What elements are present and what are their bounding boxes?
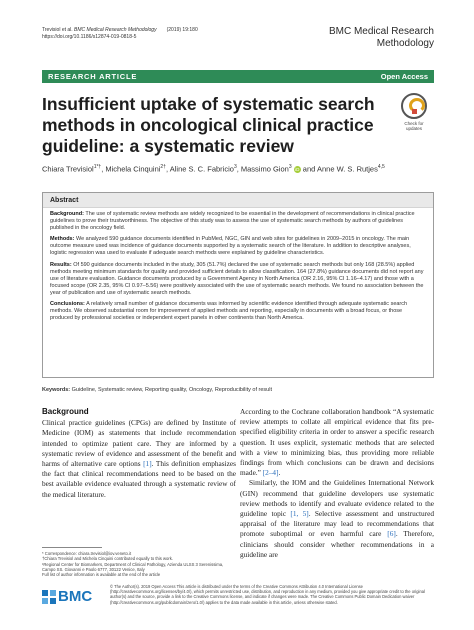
- author-affiliation-marker: 1*†: [93, 164, 102, 170]
- article-type-banner: [42, 70, 434, 83]
- author-list: [42, 164, 385, 174]
- check-for-updates-icon: [401, 93, 427, 119]
- author-name[interactable]: Anne W. S. Rutjes: [316, 164, 378, 174]
- license-statement: © The Author(s). 2019 Open Access This article is distributed under the terms of the Creative Commons Attribution 4.0 International License (http://creativecommons.org/licenses/by/4.0/), which permits unrestricted use, distribution, and reproduction in any medium, provided you give appropriate credit to the original author(s) and the source, provide a link to the Creative Commons license, and indicate if changes were made. The Creative Commons Public Domain Dedication waiver (http://creativecommons.org/publicdomain/zero/1.0/) applies to the data made available in this article, unless otherwise stated.: [110, 584, 425, 605]
- body-paragraph: According to the Cochrane collaboration handbook “A systematic review attempts to collate all empirical evidence that fits pre-specified eligibility criteria in order to answer a specific research question. It uses explicit, systematic methods that are selected with a view to minimizing bias, thus providing more reliable findings from which conclusions can be drawn and decisions made.” [2–4].: [240, 407, 434, 478]
- article-title: Insufficient uptake of systematic search methods in oncological clinical practice guideline: a systematic review: [42, 94, 375, 156]
- footnote-divider: [42, 547, 102, 548]
- doi-link[interactable]: https://doi.org/10.1186/s12874-019-0818-5: [42, 34, 137, 40]
- equal-contribution-footnote: †Chiara Trevisiol and Michela Cinquini contributed equally to this work.: [42, 556, 174, 562]
- orcid-icon[interactable]: iD: [295, 167, 300, 173]
- author-affiliation-marker: 4,5: [377, 164, 385, 170]
- keywords: Keywords: Guideline, Systematic review, Reporting quality, Oncology, Reproducibility of result: [42, 387, 272, 393]
- body-paragraph: Clinical practice guidelines (CPGs) are defined by Institute of Medicine (IOM) as statements that include recommendation intended to optimize patient care. They are informed by a systematic review of evidence and assessment of the benefit and harms of alternative care options [1]. This definition emphasizes the fact that clinical recommendations need to be based on the best available evidence evaluated through a systematic review of the medical literature.: [42, 418, 236, 499]
- citation-journal: BMC Medical Research Methodology: [74, 27, 157, 33]
- author-separator: and: [300, 164, 317, 174]
- abstract-results: Results: Of 590 guidance documents included in the study, 305 (51.7%) declared the use of systematic search methods but only 168 (28.5%) applied methods meeting minimum standards for quality and provided sufficient details to allow classification. 164 (27.8%) guidance documents did not report any use of literature evaluation. Guidance documents produced by a Government Agency in North America (OR 2.16, 95% CI 1.16–4.17) and those with a focused scope (OR 2.35, 95% CI 0.97–5.56) were positively associated with the use of systematic search methods. We found no association between the year of publication and use of systematic search methods.: [50, 261, 424, 296]
- journal-brand: [329, 26, 434, 50]
- bmc-logo-icon: [42, 590, 56, 604]
- abstract-background: Background: The use of systematic review methods are widely recognized to be essential in the development of recommendations in clinical practice guidelines to prove their trustworthiness. The objective of this study was to assess the use of systematic search methods by authors of guidelines published in the oncology field.: [50, 211, 415, 232]
- check-for-updates-label: Check for updates: [404, 121, 424, 131]
- author-name[interactable]: Massimo Gion: [240, 164, 289, 174]
- reference-link[interactable]: [1]: [143, 459, 152, 469]
- abstract-heading: Abstract: [43, 193, 433, 208]
- author-affiliation-marker: 3: [233, 164, 237, 170]
- citation-authors: Trevisiol et al.: [42, 27, 75, 33]
- check-for-updates-badge[interactable]: [398, 93, 430, 131]
- journal-brand-line1: BMC Medical Research: [328, 26, 434, 37]
- body-column-left: [42, 407, 236, 500]
- running-header-citation: [42, 27, 198, 41]
- body-column-right: [240, 407, 434, 560]
- author-separator: ,: [165, 164, 170, 174]
- body-paragraph: Similarly, the IOM and the Guidelines International Network (GIN) recommend that guideline developers use systematic review methods to identify and evaluate evidence related to the guideline topic [1, 5]. Selective assessment and unstructured appraisal of the literature may lead to recommendations that promote suboptimal or even harmful care [6]. Therefore, clinicians should consider whether recommendations in a guideline are: [240, 478, 434, 559]
- article-type-label: RESEARCH ARTICLE: [48, 72, 138, 81]
- abstract-methods: Methods: We analyzed 590 guidance documents identified in PubMed, NGC, GIN and web sites for guidelines in 2009–2015 in oncology. The main outcome measure used was incidence of guidance documents supported by a systematic search of the literature. In addition to descriptive analyses, logistic regression was used to evaluate if adequate search methods were explained by guideline characteristics.: [50, 236, 411, 257]
- reference-link[interactable]: [6]: [387, 529, 396, 539]
- reference-link[interactable]: [2–4]: [262, 468, 279, 478]
- author-separator: ,: [101, 164, 106, 174]
- author-affiliation-marker: 3: [288, 164, 292, 170]
- author-name[interactable]: Chiara Trevisiol: [42, 164, 94, 174]
- journal-brand-line2: Methodology: [376, 38, 434, 49]
- abstract-box: [42, 192, 434, 378]
- bmc-logo-text: BMC: [58, 588, 93, 605]
- citation-year-volume: (2019) 19:180: [166, 27, 198, 33]
- abstract-conclusions: Conclusions: A relatively small number of guidance documents was informed by scientific evidence identified through adequate systematic search methods. We observed substantial room for improvement of applied methods and reporting, especially in documents with a broad focus, or those produced by professional societies or independent expert panels in other continents than North America.: [50, 301, 408, 322]
- author-name[interactable]: Aline S. C. Fabricio: [169, 164, 234, 174]
- author-name[interactable]: Michela Cinquini: [105, 164, 161, 174]
- open-access-label: Open Access: [380, 72, 428, 81]
- affiliation-footnote: ¹Regional Center for Biomarkers, Department of Clinical Pathology, Azienda ULSS 3 Serenissima, Campo SS. Giovanni e Paolo 6777, 30122 Venice, Italy: [42, 561, 224, 572]
- section-heading-background: Background: [42, 407, 89, 416]
- author-separator: ,: [236, 164, 241, 174]
- bmc-logo: [42, 588, 93, 606]
- author-affiliation-marker: 2†: [160, 164, 166, 170]
- reference-link[interactable]: [1, 5]: [290, 509, 309, 519]
- author-info-footnote: Full list of author information is available at the end of the article: [42, 572, 161, 578]
- correspondence-footnote: * Correspondence: chiara.trevisiol@iov.veneto.it: [42, 551, 132, 556]
- footnotes: [42, 551, 234, 577]
